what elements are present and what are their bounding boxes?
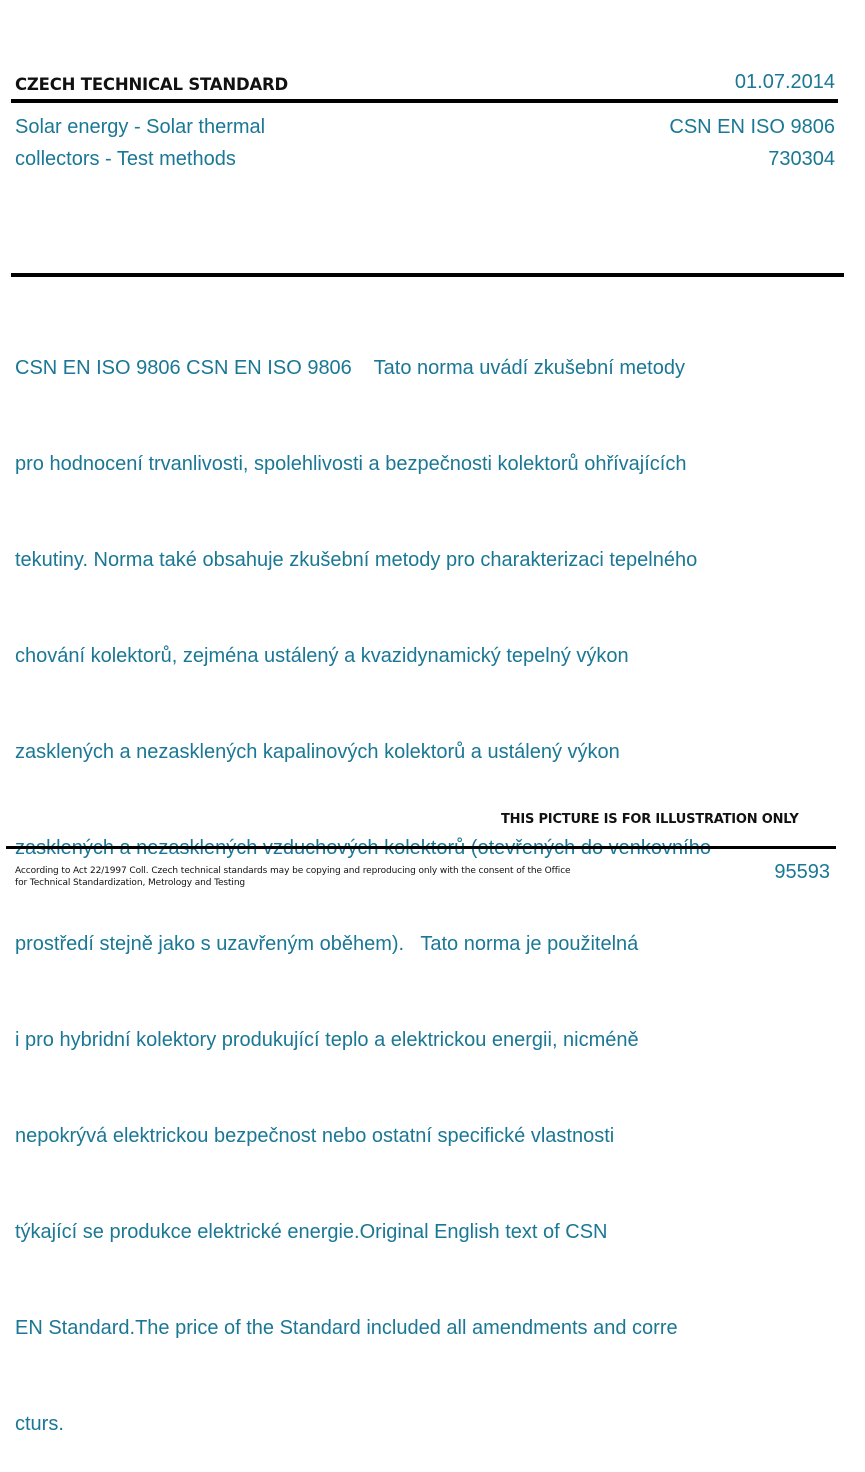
standard-title-line-2: collectors - Test methods (15, 148, 236, 170)
document-heading: CZECH TECHNICAL STANDARD (15, 75, 289, 94)
document-number: 95593 (774, 861, 830, 883)
description-line: chování kolektorů, zejména ustálený a kvazidynamický tepelný výkon (15, 645, 629, 667)
description-line: tekutiny. Norma také obsahuje zkušební metody pro charakterizaci tepelného (15, 549, 698, 571)
description-line: EN Standard.The price of the Standard included all amendments and corre (15, 1317, 678, 1339)
publication-date: 01.07.2014 (734, 71, 835, 93)
legal-notice-line-2: for Technical Standardization, Metrology and Testing (15, 878, 246, 888)
description-line: cturs. (15, 1413, 64, 1435)
classification-number: 730304 (768, 148, 835, 170)
description-line: pro hodnocení trvanlivosti, spolehlivosti a bezpečnosti kolektorů ohřívajících (15, 453, 687, 475)
description-line: týkající se produkce elektrické energie.Original English text of CSN (15, 1221, 608, 1243)
standard-title-line-1: Solar energy - Solar thermal (15, 116, 266, 138)
middle-divider (11, 273, 844, 277)
description-line: nepokrývá elektrickou bezpečnost nebo ostatní specifické vlastnosti (15, 1125, 615, 1147)
description-line: zasklených a nezasklených kapalinových kolektorů a ustálený výkon (15, 741, 620, 763)
illustration-notice: THIS PICTURE IS FOR ILLUSTRATION ONLY (501, 812, 799, 827)
description-line: i pro hybridní kolektory produkující teplo a elektrickou energii, nicméně (15, 1029, 639, 1051)
description-line: prostředí stejně jako s uzavřeným oběhem). Tato norma je použitelná (15, 933, 639, 955)
top-divider (11, 99, 838, 103)
legal-notice-line-1: According to Act 22/1997 Coll. Czech technical standards may be copying and reproducing only with the consent of the Office (15, 866, 571, 876)
standard-code: CSN EN ISO 9806 (669, 116, 835, 138)
bottom-divider (6, 846, 836, 849)
legal-notice (15, 865, 571, 889)
description-line: CSN EN ISO 9806 CSN EN ISO 9806 Tato norma uvádí zkušební metody (15, 357, 685, 379)
